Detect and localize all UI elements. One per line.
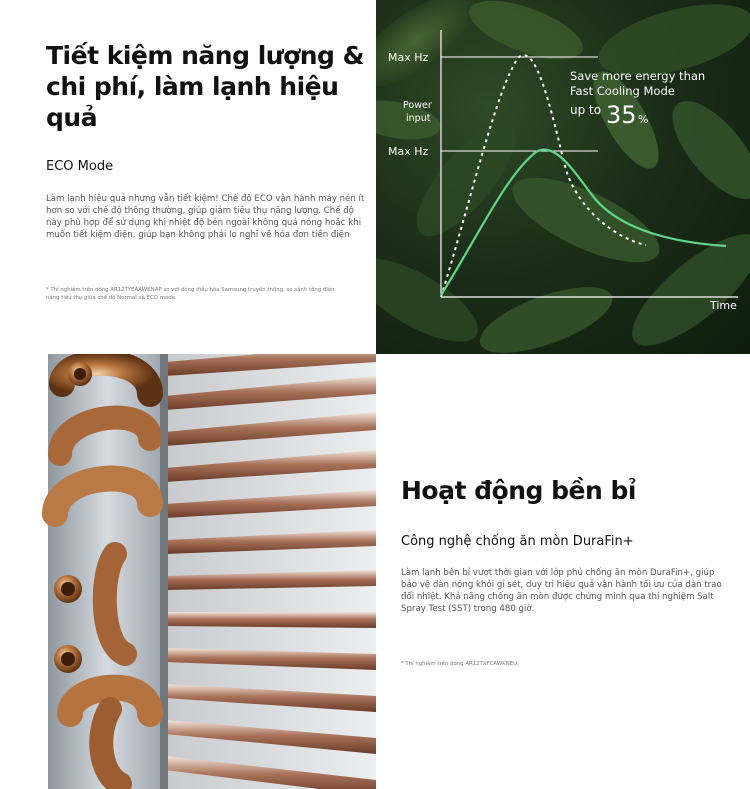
eco-footnote-line-1: * Thí nghiệm trên dòng AR12TYEAAWKNAP so với dòng điều hòa Samsung truyền thống, so sánh tổng điện — [46, 287, 335, 293]
durafin-body-line-2: bảo vệ dàn nóng khỏi gỉ sét, duy trì hiệu quả vận hành tối ưu của dàn trao — [401, 580, 722, 590]
durafin-body-line-1: Làm lạnh bền bỉ vượt thời gian với lớp phủ chống ăn mòn DuraFin+, giúp — [401, 568, 715, 578]
durafin-body-line-4: Spray Test (SST) trong 480 giờ. — [401, 604, 535, 614]
durafin-body — [401, 567, 731, 615]
eco-title-line-2: chi phí, làm lạnh hiệu — [46, 72, 339, 101]
durafin-section — [376, 354, 750, 789]
durafin-subtitle: Công nghệ chống ăn mòn DuraFin+ — [401, 534, 634, 549]
eco-body-line-1: Làm lạnh hiệu quả nhưng vẫn tiết kiệm! Chế độ ECO vận hành máy nén ít — [46, 194, 365, 204]
label-max-hz-top: Max Hz — [388, 51, 429, 64]
callout-line-2: Fast Cooling Mode — [570, 84, 675, 98]
eco-body-line-2: hơn so với chế độ thông thường, giúp giảm tiêu thụ năng lượng. Chế độ — [46, 206, 354, 216]
eco-body-line-4: muốn tiết kiệm điện, giúp bạn không phải lo nghĩ về hóa đơn tiền điện — [46, 230, 350, 240]
callout-unit: % — [638, 113, 649, 126]
label-power-line-2: input — [406, 113, 431, 124]
callout-line-1: Save more energy than — [570, 69, 706, 83]
power-input-chart-panel — [376, 0, 750, 354]
label-time: Time — [710, 299, 737, 312]
eco-title-line-3: quả — [46, 103, 98, 132]
eco-footnote — [46, 286, 366, 302]
eco-body — [46, 193, 366, 241]
callout-value: 35 — [606, 101, 637, 129]
label-max-hz-mid: Max Hz — [388, 145, 429, 158]
eco-subtitle: ECO Mode — [46, 159, 114, 174]
callout-prefix: up to — [570, 103, 602, 117]
eco-footnote-line-2: năng tiêu thụ giữa chế độ Normal và ECO mode. — [46, 295, 177, 301]
foliage-background — [376, 0, 750, 354]
eco-mode-section — [0, 0, 376, 354]
label-power-line-1: Power — [403, 100, 432, 111]
eco-title-line-1: Tiết kiệm năng lượng & — [46, 41, 364, 70]
durafin-title: Hoạt động bền bỉ — [401, 476, 636, 505]
durafin-coil-image — [0, 354, 376, 789]
power-input-chart — [376, 0, 750, 354]
eco-body-line-3: này phù hợp để sử dụng khi nhiệt độ bên ngoài không quá nóng hoặc khi — [46, 218, 362, 228]
durafin-body-line-3: đổi nhiệt. Khả năng chống ăn mòn được chứng minh qua thí nghiệm Salt — [401, 592, 714, 602]
durafin-footnote: * Thí nghiệm trên dòng AR12TXFCAWKNEU. — [401, 661, 519, 667]
eco-title — [46, 40, 364, 133]
copper-coil-illustration — [0, 354, 376, 789]
